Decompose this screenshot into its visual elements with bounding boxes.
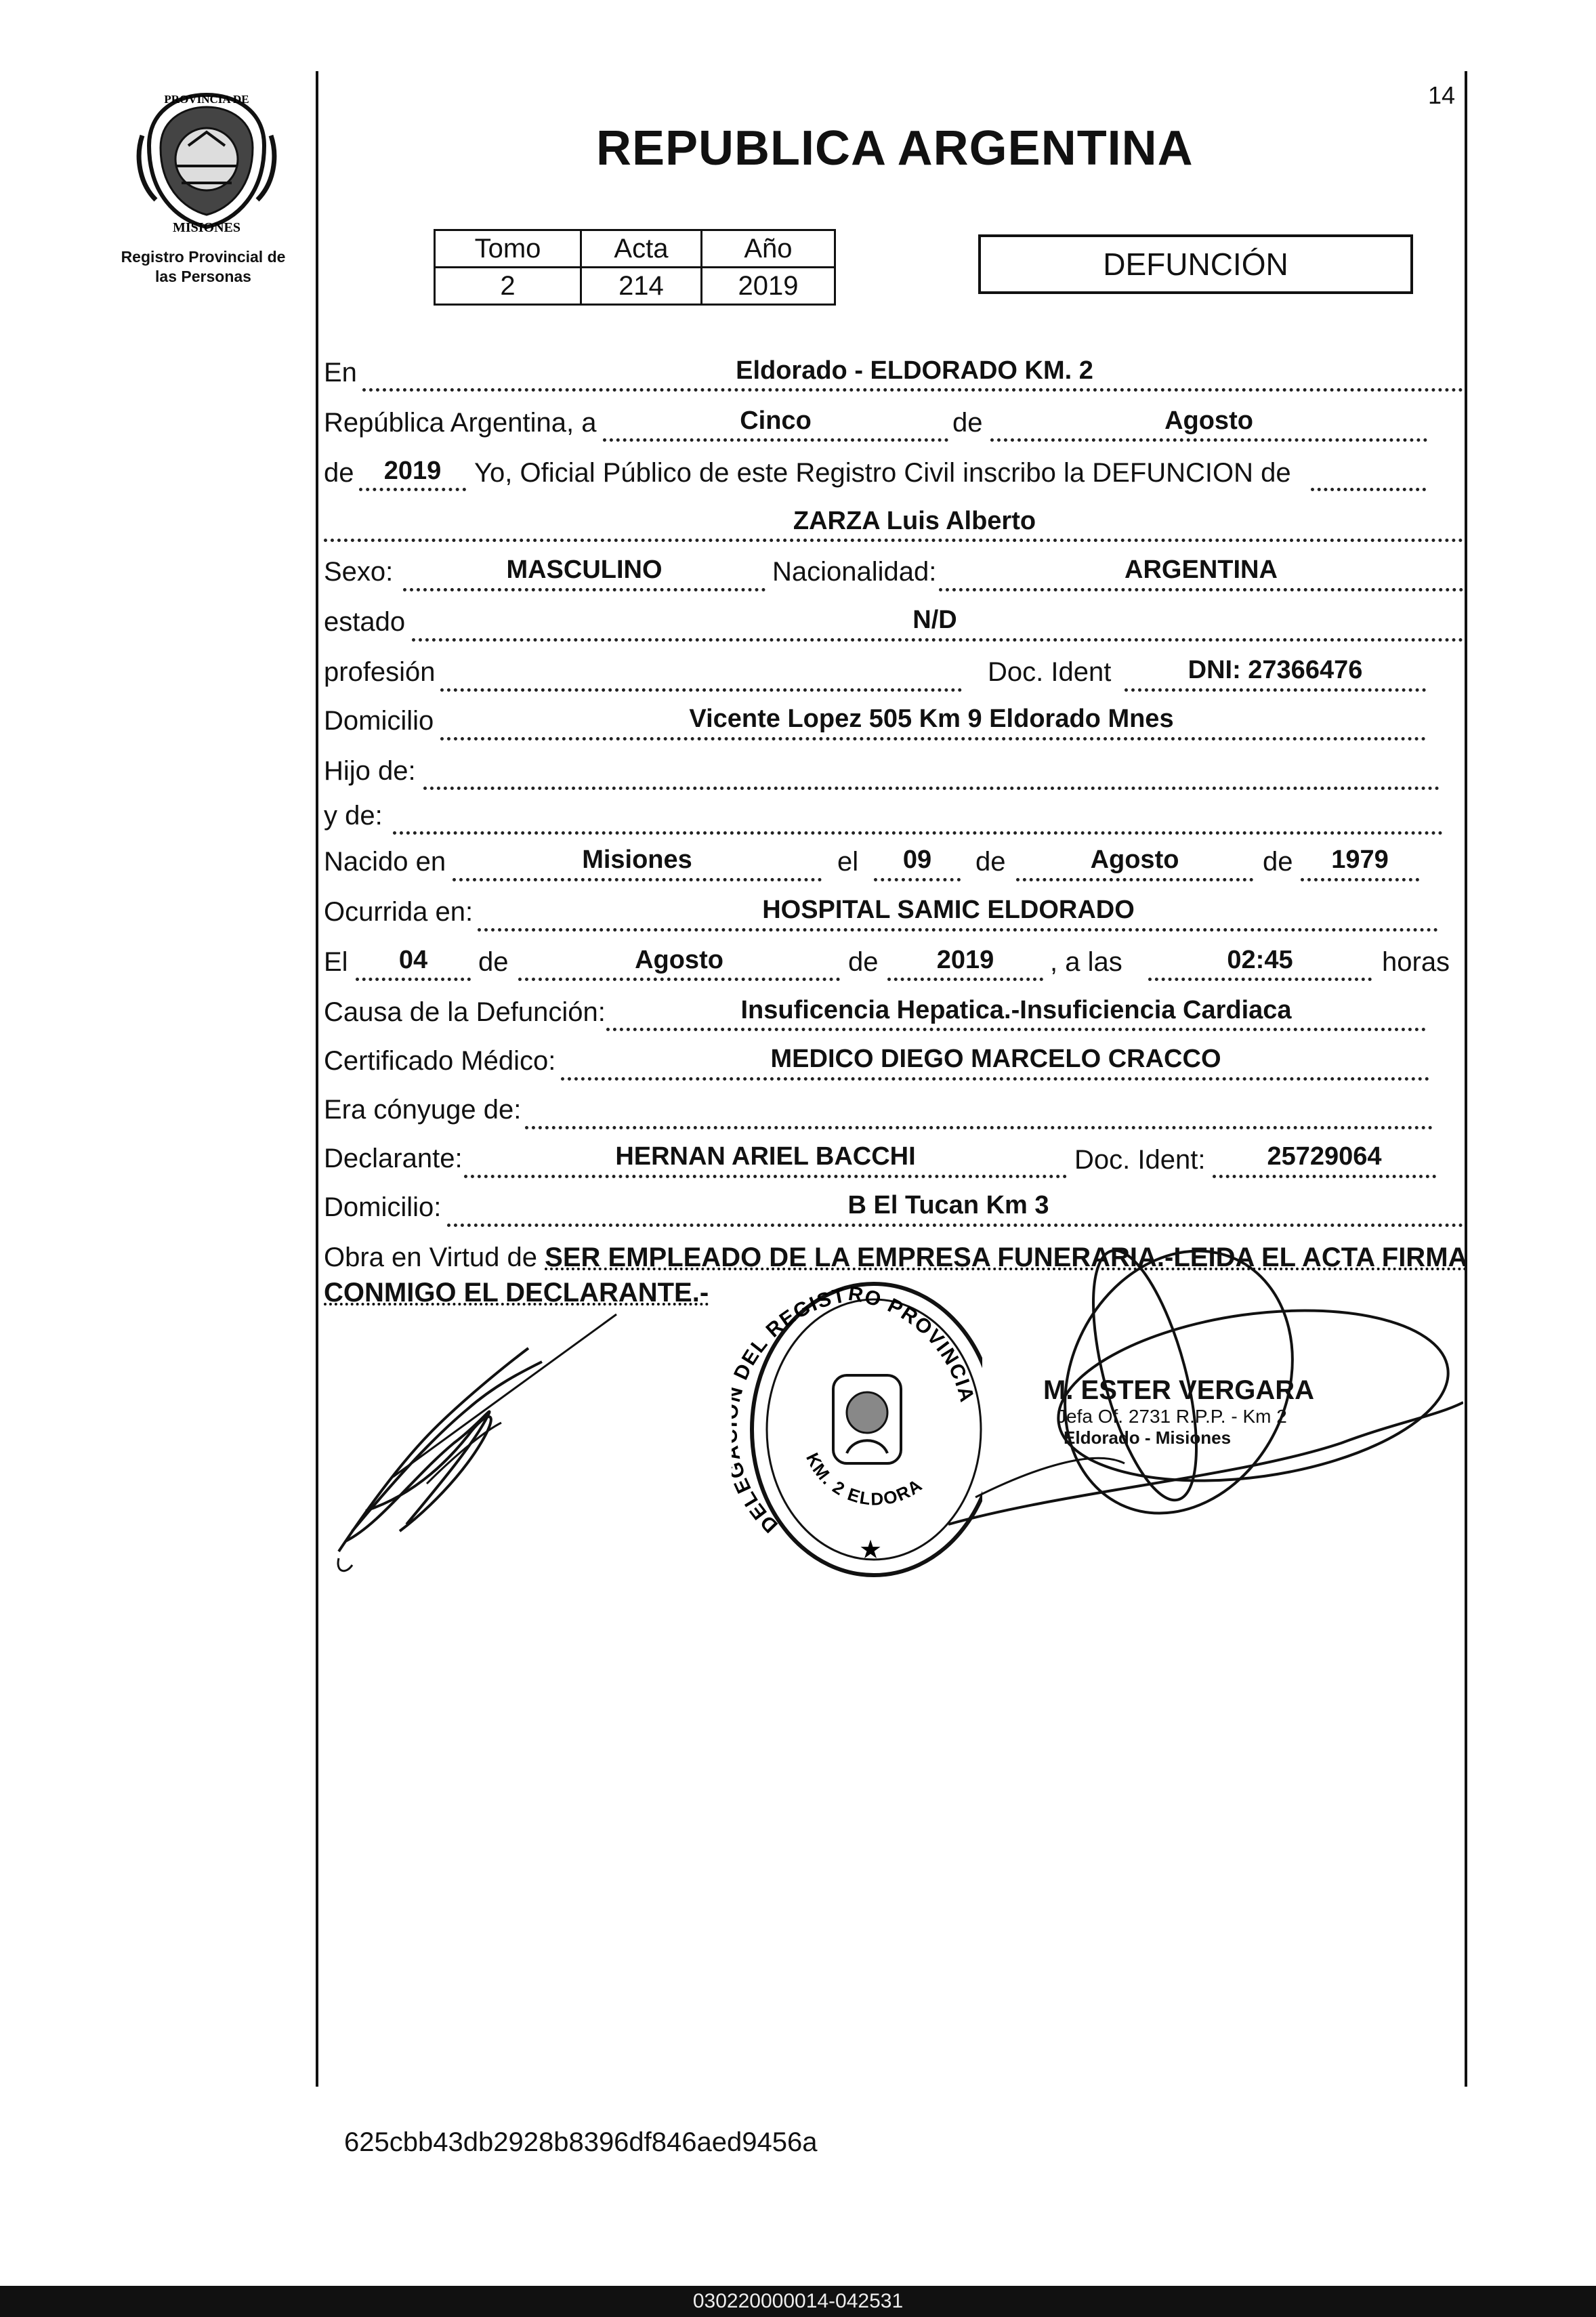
dotted-line — [412, 638, 1463, 642]
certificado-label: Certificado Médico: — [324, 1046, 556, 1076]
dotted-line — [606, 1028, 1426, 1031]
dotted-line — [1148, 978, 1372, 981]
svg-text:DELEGACION DEL REGISTRO PROVIN: DELE DEL REGISTRO PROVINCIA — [732, 1282, 979, 1537]
obra-text: SER EMPLEADO DE LA EMPRESA FUNERARIA.-LEIDA EL ACTA FIRMA — [545, 1243, 1468, 1272]
official-name: M. ESTER VERGARA — [1043, 1375, 1315, 1405]
deceased-name: ZARZA Luis Alberto — [793, 507, 1036, 535]
dotted-line — [518, 978, 840, 981]
ref-table-cell-tomo: 2 — [435, 268, 581, 305]
dotted-line — [464, 1175, 1067, 1178]
y-de-label: y de: — [324, 801, 383, 831]
declarante-doc-value: 25729064 — [1267, 1142, 1382, 1171]
svg-text:KM. 2 ELDORADO: KM. 2 ELDORA — [802, 1449, 927, 1509]
dotted-line — [478, 928, 1438, 932]
conyuge-label: Era cónyuge de: — [324, 1095, 522, 1125]
dotted-line — [447, 1224, 1463, 1227]
oficial-text: Yo, Oficial Público de este Registro Civil inscribo la DEFUNCION de — [474, 458, 1291, 488]
obra-text: CONMIGO EL DECLARANTE.- — [324, 1278, 709, 1308]
svg-text:★: ★ — [858, 1535, 883, 1564]
sexo-label: Sexo: — [324, 557, 394, 587]
declarante-label: Declarante: — [324, 1144, 463, 1173]
horas-label: horas — [1382, 947, 1450, 977]
domicilio-label: Domicilio: — [324, 1192, 442, 1222]
dotted-line — [403, 588, 765, 591]
ref-table-cell-acta: 214 — [581, 268, 701, 305]
ref-table-header: Tomo — [435, 230, 581, 268]
dotted-line — [393, 831, 1443, 835]
declarant-signature — [325, 1308, 677, 1579]
de-label: de — [324, 458, 354, 488]
org-name: Registro Provincial de las Personas — [121, 248, 286, 285]
de-label: de — [478, 947, 509, 977]
nacido-anio-value: 1979 — [1331, 846, 1389, 874]
page-title: REPUBLICA ARGENTINA — [596, 121, 1194, 175]
record-type-box — [978, 234, 1413, 294]
dotted-line — [1311, 488, 1426, 491]
sexo-value: MASCULINO — [506, 556, 663, 584]
nacionalidad-label: Nacionalidad: — [772, 557, 937, 587]
svg-text:MISIONES: MISIONES — [172, 220, 241, 235]
dotted-line — [362, 388, 1463, 392]
footer-barcode-bar — [0, 2286, 1596, 2317]
dotted-line — [887, 978, 1043, 981]
republica-label: República Argentina, a — [324, 408, 597, 438]
official-name-stamp — [1043, 1375, 1368, 1448]
record-reference-table — [434, 229, 836, 306]
dotted-line — [939, 588, 1463, 591]
dotted-line — [874, 878, 961, 881]
a-las-label: , a las — [1050, 947, 1122, 977]
record-type-label: DEFUNCIÓN — [1103, 247, 1288, 282]
defuncion-dia-value: 04 — [398, 946, 428, 974]
left-margin-line — [316, 71, 318, 2087]
nacido-lugar-value: Misiones — [582, 846, 692, 874]
declarante-value: HERNAN ARIEL BACCHI — [615, 1142, 916, 1171]
dotted-line — [356, 978, 471, 981]
provincial-seal-logo — [129, 81, 285, 237]
doc-ident-value: DNI: 27366476 — [1188, 656, 1363, 684]
right-margin-line — [1465, 71, 1467, 2087]
nacido-en-label: Nacido en — [324, 847, 446, 877]
lugar-value: Eldorado - ELDORADO KM. 2 — [736, 356, 1093, 385]
ref-table-header: Año — [701, 230, 835, 268]
dia-value: Cinco — [740, 406, 812, 435]
dotted-line — [1301, 878, 1419, 881]
defuncion-anio-value: 2019 — [936, 946, 994, 974]
dotted-line — [561, 1077, 1429, 1081]
ocurrida-en-label: Ocurrida en: — [324, 897, 474, 927]
dotted-line — [324, 539, 1463, 542]
ref-table-value-row — [435, 268, 835, 305]
dotted-line — [1213, 1175, 1436, 1178]
declarante-domicilio-value: B El Tucan Km 3 — [847, 1191, 1049, 1219]
dotted-line — [603, 438, 948, 442]
ref-table-header: Acta — [581, 230, 701, 268]
dotted-line — [990, 438, 1427, 442]
doc-ident-label: Doc. Ident: — [1074, 1145, 1206, 1175]
doc-ident-label: Doc. Ident — [988, 657, 1112, 687]
dotted-line — [1016, 878, 1253, 881]
de-label: de — [848, 947, 879, 977]
dotted-line — [423, 787, 1440, 790]
page-number: 14 — [1428, 81, 1456, 109]
profesion-label: profesión — [324, 657, 436, 687]
mes-value: Agosto — [1164, 406, 1253, 435]
ocurrida-value: HOSPITAL SAMIC ELDORADO — [762, 896, 1135, 924]
de-label: de — [1263, 847, 1293, 877]
en-label: En — [324, 358, 357, 388]
el-label: el — [837, 847, 859, 877]
defuncion-mes-value: Agosto — [635, 946, 723, 974]
dotted-line — [440, 737, 1426, 740]
de-label: de — [975, 847, 1006, 877]
ref-table-header-row — [435, 230, 835, 268]
el-label: El — [324, 947, 348, 977]
dotted-line — [1125, 688, 1426, 692]
ref-table-cell-anio: 2019 — [701, 268, 835, 305]
official-role: Jefa Of. 2731 R.P.P. - Km 2 — [1057, 1406, 1287, 1427]
defuncion-hora-value: 02:45 — [1227, 946, 1293, 974]
certificado-value: MEDICO DIEGO MARCELO CRACCO — [770, 1045, 1221, 1073]
dotted-line — [525, 1126, 1433, 1129]
estado-value: N/D — [912, 606, 957, 634]
de-label: de — [952, 408, 983, 438]
nacido-mes-value: Agosto — [1090, 846, 1179, 874]
svg-text:PROVINCIA DE: PROVINCIA DE — [164, 93, 249, 106]
domicilio-label: Domicilio — [324, 706, 434, 736]
causa-value: Insuficencia Hepatica.-Insuficiencia Cardiaca — [740, 996, 1292, 1024]
nacido-dia-value: 09 — [902, 846, 932, 874]
obra-label: Obra en Virtud de — [324, 1243, 538, 1272]
dotted-line — [440, 688, 962, 692]
causa-label: Causa de la Defunción: — [324, 997, 606, 1027]
nacionalidad-value: ARGENTINA — [1125, 556, 1278, 584]
official-place: Eldorado - Misiones — [1064, 1427, 1232, 1448]
domicilio-value: Vicente Lopez 505 Km 9 Eldorado Mnes — [689, 705, 1174, 733]
dotted-line — [453, 878, 822, 881]
hijo-de-label: Hijo de: — [324, 756, 416, 786]
document-hash: 625cbb43db2928b8396df846aed9456a — [344, 2127, 818, 2157]
estado-label: estado — [324, 607, 406, 637]
anio-value: 2019 — [383, 457, 442, 485]
barcode-text: 030220000014-042531 — [692, 2290, 904, 2312]
dotted-line — [359, 488, 466, 491]
